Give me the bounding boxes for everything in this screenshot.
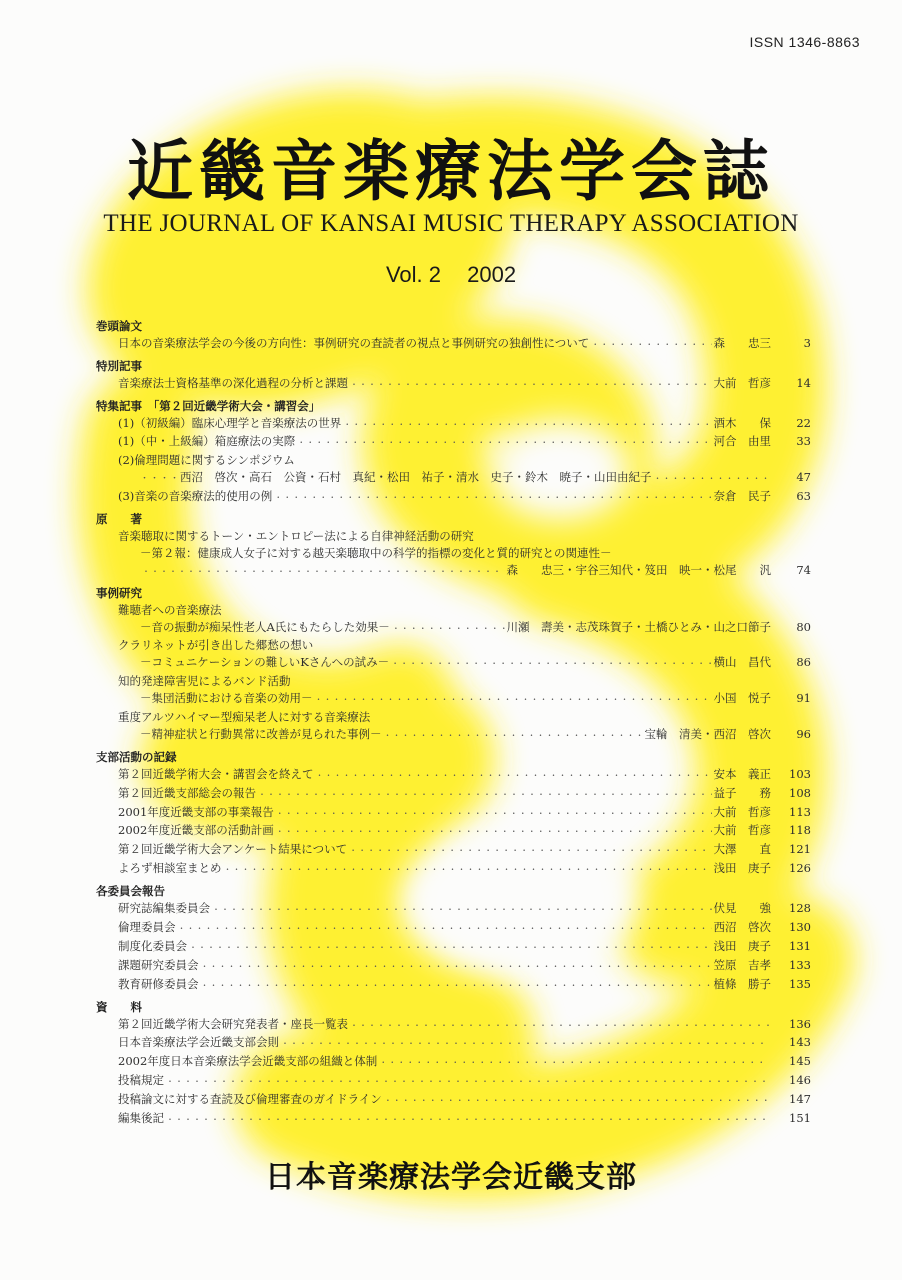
toc-entry bbox=[96, 375, 811, 394]
toc-entry bbox=[96, 976, 811, 995]
entry-page: 80 bbox=[796, 619, 811, 634]
entry-page: 136 bbox=[789, 1016, 811, 1031]
entry-page: 108 bbox=[789, 785, 811, 800]
entry-page: 118 bbox=[789, 823, 811, 838]
entry-title: 課題研究委員会 bbox=[118, 957, 199, 972]
entry-author: 植條 勝子 bbox=[713, 976, 771, 991]
entry-title: 第２回近畿学術大会研究発表者・座長一覧表 bbox=[118, 1016, 348, 1031]
toc-entry bbox=[96, 822, 811, 841]
entry-page: 103 bbox=[789, 766, 811, 781]
entry-author: 大前 哲彦 bbox=[713, 804, 771, 819]
entry-subtitle: －コミュニケーションの難しいKさんへの試み－ bbox=[140, 655, 390, 670]
entry-title: 教育研修委員会 bbox=[118, 976, 199, 991]
toc-entry bbox=[96, 957, 811, 976]
entry-page: 63 bbox=[796, 489, 811, 504]
entry-author: 西沼 啓次・高石 公資・石村 真紀・松田 祐子・清水 史子・鈴木 暁子・山田由紀子 bbox=[180, 470, 652, 485]
entry-title: 倫理委員会 bbox=[118, 920, 176, 934]
toc-entry bbox=[96, 433, 811, 452]
publication-year: 2002 bbox=[467, 262, 517, 287]
toc-entry bbox=[96, 919, 811, 938]
volume-line bbox=[0, 262, 902, 288]
entry-subtitle: －音の振動が痴呆性老人A氏にもたらした効果－ bbox=[140, 619, 390, 634]
entry-page: 147 bbox=[789, 1092, 811, 1107]
toc-entry bbox=[96, 690, 811, 709]
toc-entry-title-line: 音楽聴取に関するトーン・エントロピー法による自律神経活動の研究 bbox=[118, 528, 474, 543]
toc-entry bbox=[96, 415, 811, 434]
entry-author: 大澤 直 bbox=[713, 842, 771, 857]
toc-entry-authors: ・・・・ 西沼 啓次・高石 公資・石村 真紀・松田 祐子・清水 史子・鈴木 暁子・山田由紀子 ・・・・・・・・・・・・・・・・・・・・・・・・・・・・・・・・・・・・・・・・・・・・・・・・・・・・・・・・・・・・・・・・・・・・・・・・・・・・・・・・・・・・・・・・・・・・・・・・・・・・・・・・・・ 47 bbox=[96, 469, 811, 488]
entry-title: 第２回近畿支部総会の報告 bbox=[118, 785, 256, 800]
table-of-contents bbox=[96, 318, 811, 1129]
toc-entry-title-line: 難聴者への音楽療法 bbox=[118, 602, 222, 617]
toc-entry bbox=[96, 1091, 811, 1110]
entry-page: 3 bbox=[803, 335, 811, 350]
section-heading: 特集記事 「第２回近畿学術大会・講習会」 bbox=[96, 398, 321, 413]
entry-page: 86 bbox=[796, 655, 811, 670]
volume-number: Vol. 2 bbox=[385, 262, 441, 287]
entry-page: 22 bbox=[796, 415, 811, 430]
journal-title-japanese: 近畿音楽療法学会誌 bbox=[127, 132, 775, 210]
toc-entry-title-line: 重度アルツハイマー型痴呆老人に対する音楽療法 bbox=[118, 710, 371, 725]
toc-entry bbox=[96, 654, 811, 673]
entry-author: 伏見 強 bbox=[713, 901, 771, 916]
entry-page: 151 bbox=[789, 1111, 811, 1126]
entry-page: 146 bbox=[789, 1073, 811, 1088]
section-heading: 特別記事 bbox=[96, 358, 142, 373]
toc-entry bbox=[96, 1034, 811, 1053]
toc-entry bbox=[96, 785, 811, 804]
entry-page: 145 bbox=[789, 1054, 811, 1069]
entry-title: 2002年度近畿支部の活動計画 bbox=[118, 823, 274, 838]
entry-page: 113 bbox=[789, 804, 811, 819]
toc-entry-title-line: (2)倫理問題に関するシンポジウム bbox=[118, 453, 295, 468]
entry-page: 131 bbox=[789, 938, 811, 953]
toc-entry bbox=[96, 938, 811, 957]
section-heading: 資 料 bbox=[96, 999, 142, 1014]
entry-author: 大前 哲彦 bbox=[713, 823, 771, 838]
entry-title: 投稿論文に対する査読及び倫理審査のガイドライン bbox=[118, 1092, 382, 1107]
entry-author: 笠原 吉孝 bbox=[713, 957, 771, 972]
entry-title: 投稿規定 bbox=[118, 1073, 164, 1088]
entry-title: 研究誌編集委員会 bbox=[118, 901, 210, 916]
entry-author: 小国 悦子 bbox=[713, 691, 771, 706]
entry-author: 浅田 庚子 bbox=[713, 861, 771, 876]
entry-title: 2002年度日本音楽療法学会近畿支部の組織と体制 bbox=[118, 1054, 378, 1069]
entry-author: 宝輪 清美・西沼 啓次 bbox=[644, 726, 771, 741]
toc-entry bbox=[96, 726, 811, 745]
entry-title: 第２回近畿学術大会・講習会を終えて bbox=[118, 766, 314, 781]
toc-entry-title-line: 知的発達障害児によるバンド活動 bbox=[118, 674, 291, 689]
entry-page: 126 bbox=[789, 861, 811, 876]
entry-page: 130 bbox=[789, 920, 811, 934]
toc-entry bbox=[96, 1072, 811, 1091]
entry-page: 74 bbox=[796, 562, 811, 577]
toc-entry bbox=[96, 860, 811, 879]
publisher-name: 日本音楽療法学会近畿支部 bbox=[265, 1160, 637, 1195]
entry-author: 横山 昌代 bbox=[713, 655, 771, 670]
entry-title: (3)音楽の音楽療法的使用の例 bbox=[118, 489, 273, 504]
toc-entry bbox=[96, 335, 811, 354]
entry-page: 135 bbox=[789, 976, 811, 991]
entry-author: 森 忠三・宇谷三知代・笈田 映一・松尾 汎 bbox=[506, 562, 771, 577]
entry-title: (1)（初級編）臨床心理学と音楽療法の世界 bbox=[118, 415, 342, 430]
entry-author: 河合 由里 bbox=[713, 434, 771, 449]
entry-author: 川瀬 壽美・志茂珠賀子・土橋ひとみ・山之口節子 bbox=[506, 619, 771, 634]
section-heading: 各委員会報告 bbox=[96, 884, 165, 899]
toc-entry bbox=[96, 488, 811, 507]
entry-page: 14 bbox=[796, 375, 811, 390]
entry-author: 浅田 庚子 bbox=[713, 938, 771, 953]
section-heading: 巻頭論文 bbox=[96, 319, 142, 333]
entry-author: 森 忠三 bbox=[713, 335, 771, 350]
entry-title: (1)（中・上級編）箱庭療法の実際 bbox=[118, 434, 296, 449]
entry-title: よろず相談室まとめ bbox=[118, 861, 222, 876]
entry-title: 編集後記 bbox=[118, 1111, 164, 1126]
entry-author: 大前 哲彦 bbox=[713, 375, 771, 390]
entry-author: 西沼 啓次 bbox=[713, 920, 771, 934]
toc-entry bbox=[96, 1016, 811, 1035]
toc-entry bbox=[96, 619, 811, 638]
issn: ISSN 1346-8863 bbox=[749, 34, 860, 50]
entry-title: 制度化委員会 bbox=[118, 938, 187, 953]
toc-entry-subtitle-line: －第２報：健康成人女子に対する越天楽聴取中の科学的指標の変化と質的研究との関連性－ bbox=[140, 545, 612, 560]
entry-page: 133 bbox=[789, 957, 811, 972]
toc-entry bbox=[96, 1053, 811, 1072]
journal-title-english: THE JOURNAL OF KANSAI MUSIC THERAPY ASSOCIATION bbox=[103, 210, 799, 237]
toc-entry bbox=[96, 900, 811, 919]
entry-page: 33 bbox=[796, 434, 811, 449]
entry-page: 143 bbox=[789, 1035, 811, 1050]
toc-entry-authors bbox=[96, 562, 811, 581]
entry-title: 音楽療法士資格基準の深化過程の分析と課題 bbox=[118, 375, 348, 390]
entry-page: 121 bbox=[789, 842, 811, 857]
toc-entry-title-line: クラリネットが引き出した郷愁の想い bbox=[118, 638, 314, 653]
entry-author: 安本 義正 bbox=[713, 766, 771, 781]
entry-subtitle: －集団活動における音楽の効用－ bbox=[140, 691, 313, 706]
entry-author: 益子 務 bbox=[713, 785, 771, 800]
section-heading: 事例研究 bbox=[96, 585, 142, 600]
entry-page: 96 bbox=[796, 726, 811, 741]
entry-title: 第２回近畿学術大会アンケート結果について bbox=[118, 842, 348, 857]
toc-entry bbox=[96, 1110, 811, 1129]
section-heading: 原 著 bbox=[96, 512, 142, 527]
entry-title: 日本の音楽療法学会の今後の方向性：事例研究の査読者の視点と事例研究の独創性について bbox=[118, 335, 590, 350]
entry-subtitle: －精神症状と行動異常に改善が見られた事例－ bbox=[140, 726, 382, 741]
entry-page: 128 bbox=[789, 901, 811, 916]
entry-author: 奈倉 民子 bbox=[713, 489, 771, 504]
section-heading: 支部活動の記録 bbox=[96, 749, 177, 764]
entry-author: 酒木 保 bbox=[713, 415, 771, 430]
entry-title: 日本音楽療法学会近畿支部会則 bbox=[118, 1035, 279, 1050]
entry-page: 91 bbox=[796, 691, 811, 706]
toc-entry bbox=[96, 766, 811, 785]
toc-entry bbox=[96, 841, 811, 860]
entry-page: 47 bbox=[796, 470, 811, 485]
toc-entry bbox=[96, 804, 811, 823]
entry-title: 2001年度近畿支部の事業報告 bbox=[118, 804, 274, 819]
